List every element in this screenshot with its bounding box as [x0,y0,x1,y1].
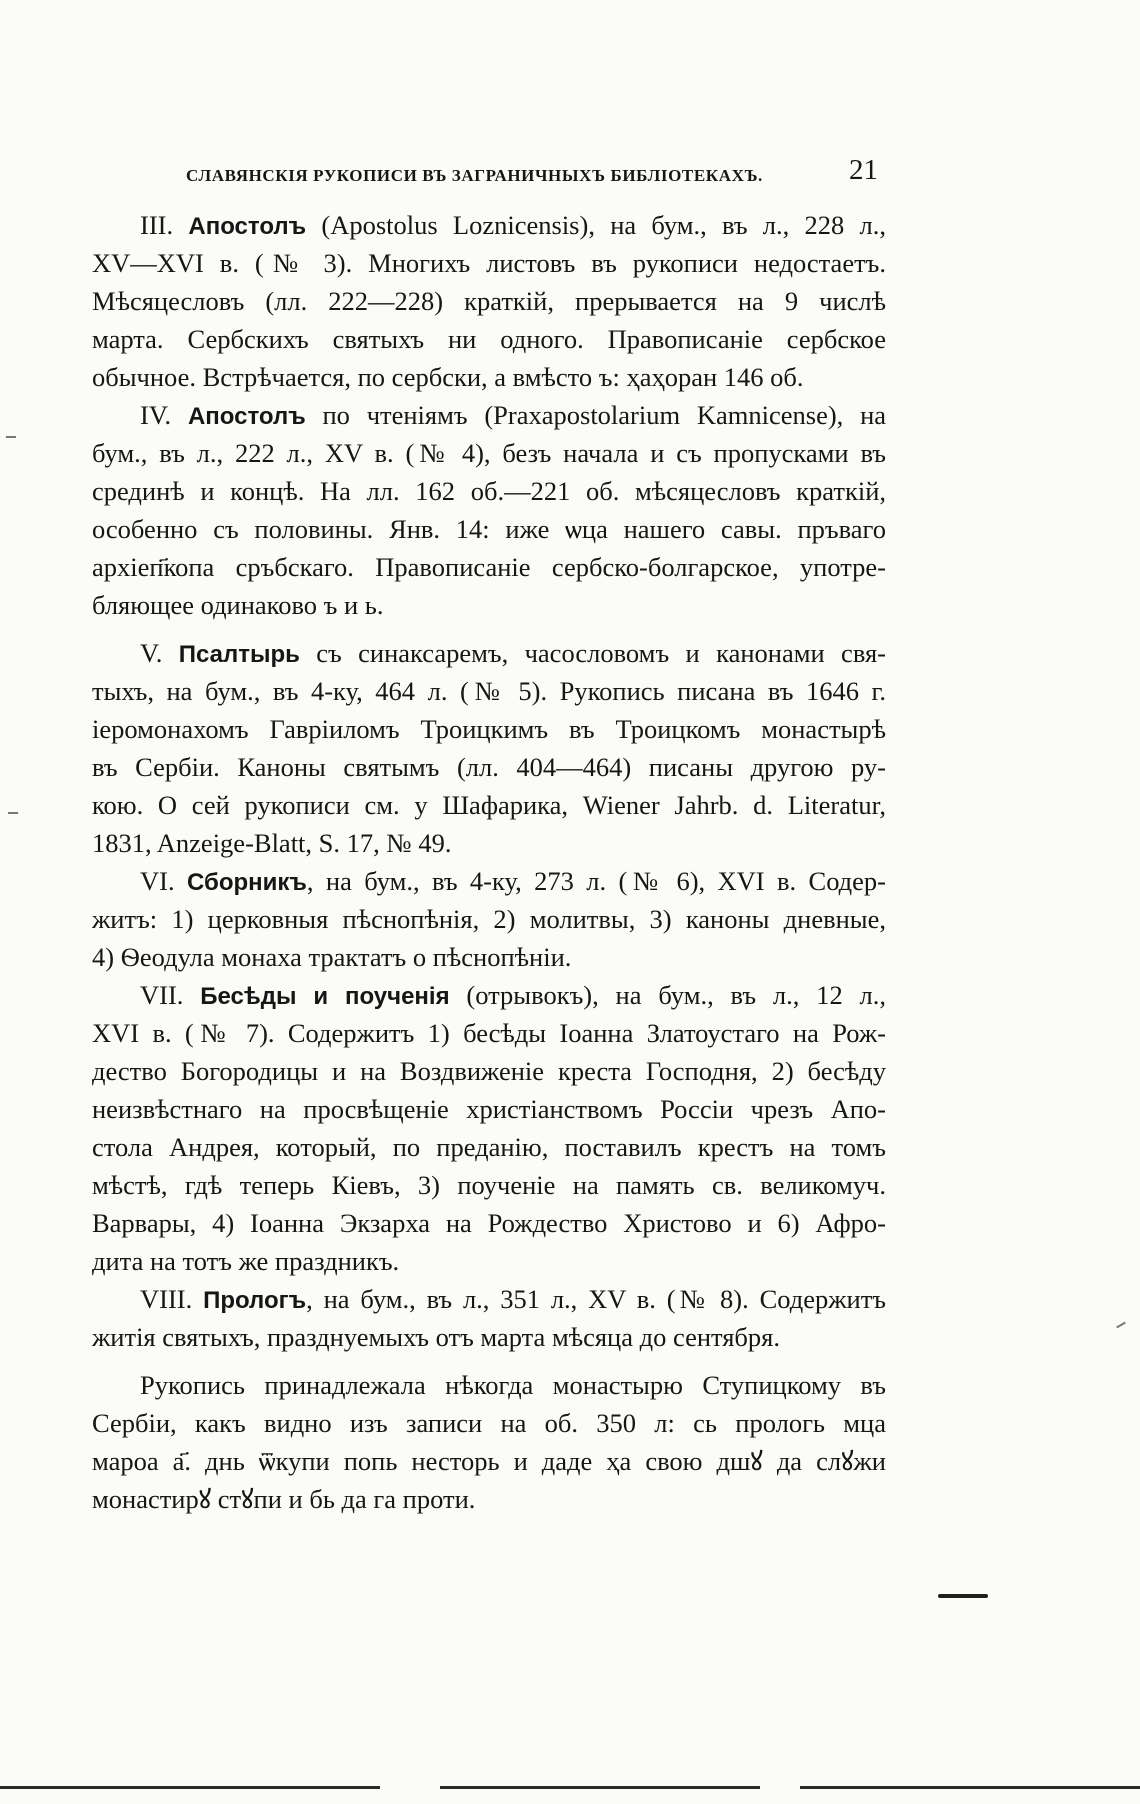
text-line: Мѣсяцесловъ (лл. 222—228) краткій, прерывается на 9 числѣ [92,286,886,316]
entry-text: съ синаксаремъ, часословомъ и канонами свя- [299,638,886,668]
text-line: марта. Сербскихъ святыхъ ни одного. Правописаніе сербское [92,324,886,354]
entry-title: Псалтырь [178,641,300,668]
entry-number: VII. [140,980,184,1010]
entry-number: III. [140,210,174,240]
text-line: въ Сербіи. Каноны святымъ (лл. 404—464) писаны другою ру- [92,752,886,782]
rule-gap [380,1784,440,1792]
text-line: 4) Ѳеодула монаха трактатъ о пѣснопѣніи. [92,942,572,972]
entry-text: по чтеніямъ (Praxapostolarium Kamnicense), на [305,400,886,430]
text-line: 1831, Anzeige-Blatt, S. 17, № 49. [92,828,452,858]
end-ornament [938,1594,988,1598]
entry-iv-heading [92,396,886,434]
text-line: Сербіи, какъ видно изъ записи на об. 350 л: сь прологь мца [92,1408,886,1438]
margin-mark [6,436,16,438]
text-line: архіеп҃копа сръбскаго. Правописаніе сербско-болгарское, употре- [92,552,886,582]
entry-text: , на бум., въ 4-ку, 273 л. (№ 6), XVI в. Содер- [306,866,886,896]
text-line: дита на тотъ же праздникъ. [92,1246,400,1276]
running-head: СЛАВЯНСКІЯ РУКОПИСИ ВЪ ЗАГРАНИЧНЫХЪ БИБЛІОТЕКАХЪ. [186,166,763,185]
text-line: Рукопись принадлежала нѣкогда монастырю Ступицкому въ [140,1370,886,1400]
text-line: Варвары, 4) Іоанна Экзарха на Рождество Христово и 6) Афро- [92,1208,886,1238]
page-number: 21 [849,154,878,186]
margin-mark [8,812,18,814]
text-line: мароа а҃. днь ѿкупи попь несторь и даде ҳа свою дшꙋ да слꙋжи [92,1446,886,1476]
text-line: бляющее одинаково ъ и ь. [92,590,384,620]
text-line: срединѣ и концѣ. На лл. 162 об.—221 об. мѣсяцесловъ краткій, [92,476,886,506]
text-line: тыхъ, на бум., въ 4-ку, 464 л. (№ 5). Рукопись писана въ 1646 г. [92,676,886,706]
text-line: дество Богородицы и на Воздвиженіе креста Господня, 2) бесѣду [92,1056,886,1086]
text-line: іеромонахомъ Гавріиломъ Троицкимъ въ Троицкомъ монастырѣ [92,714,886,744]
text-line: стола Андрея, который, по преданію, поставилъ крестъ на томъ [92,1132,886,1162]
entry-text: , на бум., въ л., 351 л., XV в. (№ 8). Содержитъ [306,1284,886,1314]
text-line: XV—XVI в. (№ 3). Многихъ листовъ въ рукописи недостаетъ. [92,248,886,278]
entry-number: V. [140,638,163,668]
entry-title: Бесѣды и поученія [200,983,450,1010]
entry-iii-heading [92,206,886,244]
text-line: обычное. Встрѣчается, по сербски, а вмѣсто ъ: ҳаҳоран 146 об. [92,362,804,392]
rule-gap [760,1784,800,1792]
entry-number: VI. [140,866,175,896]
text-line: особенно съ половины. Янв. 14: иже ѡца нашего савы. пръваго [92,514,886,544]
text-line: неизвѣстнаго на просвѣщеніе христіанствомъ Россіи чрезъ Апо- [92,1094,886,1124]
text-block [92,206,886,1518]
text-line: бум., въ л., 222 л., XV в. (№ 4), безъ начала и съ пропусками въ [92,438,886,468]
text-line: житія святыхъ, празднуемыхъ отъ марта мѣсяца до сентября. [92,1322,780,1352]
entry-number: IV. [140,400,172,430]
entry-vi-heading [92,862,886,900]
page-header [92,150,886,194]
entry-text: (Apostolus Loznicensis), на бум., въ л., 228 л., [306,210,886,240]
entry-title: Апостолъ [188,213,307,240]
entry-title: Апостолъ [187,403,306,430]
text-line: монастирꙋ стꙋпи и бь да га проти. [92,1484,476,1514]
entry-text: (отрывокъ), на бум., въ л., 12 л., [449,980,886,1010]
entry-vii-heading [92,976,886,1014]
entry-title: Сборникъ [186,869,307,896]
margin-mark [1116,1322,1126,1329]
entry-number: VIII. [140,1284,193,1314]
text-line: XVI в. (№ 7). Содержитъ 1) бесѣды Іоанна Златоустаго на Рож- [92,1018,886,1048]
entry-viii-heading [92,1280,886,1318]
bottom-rule [0,1786,1140,1789]
entry-title: Прологъ [203,1287,307,1314]
entry-v-heading [92,634,886,672]
text-line: житъ: 1) церковныя пѣснопѣнія, 2) молитвы, 3) каноны дневные, [92,904,886,934]
text-line: мѣстѣ, гдѣ теперь Кіевъ, 3) поученіе на память св. великомуч. [92,1170,886,1200]
text-line: кою. О сей рукописи см. у Шафарика, Wiener Jahrb. d. Literatur, [92,790,886,820]
